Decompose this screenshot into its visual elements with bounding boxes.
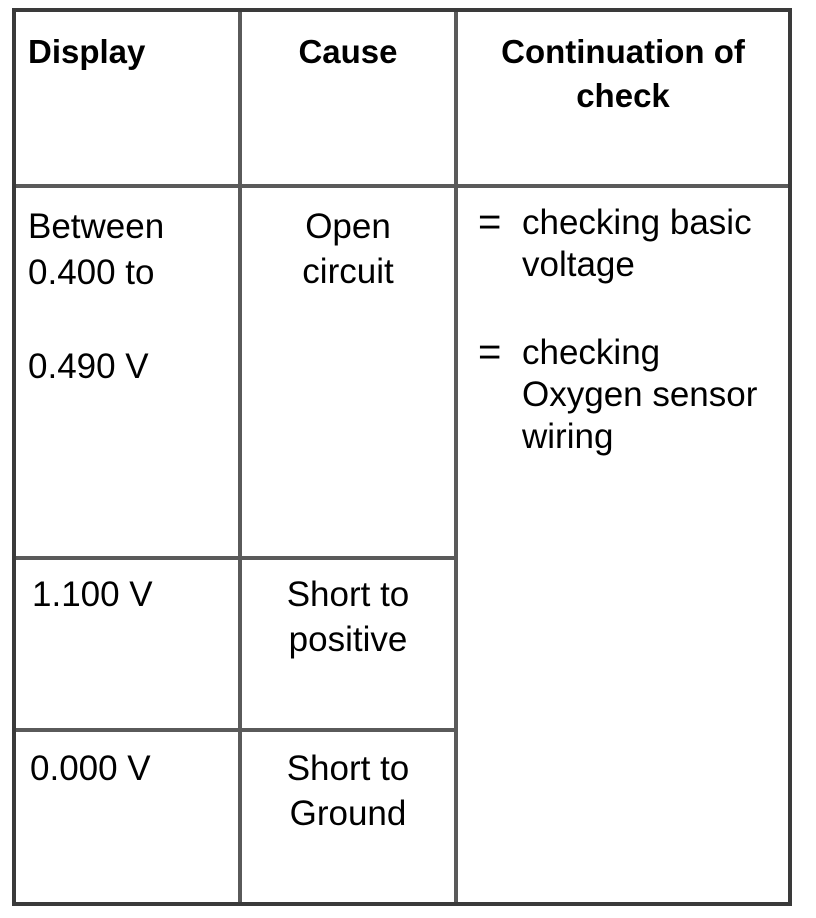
row1-display-line2: 0.400 to <box>28 253 155 292</box>
header-display: Display <box>28 33 146 70</box>
row3-display: 0.000 V <box>30 749 151 788</box>
row1-display-line1: Between <box>28 207 165 246</box>
row-divider-2 <box>16 728 458 732</box>
equals-mark: = <box>478 330 502 374</box>
row3-cause: Short to Ground <box>286 749 410 833</box>
header-cause: Cause <box>298 33 398 70</box>
continuation-item-2-text: checking Oxygen sensor wiring <box>522 333 758 456</box>
continuation-item-1-text: checking basic voltage <box>522 203 752 284</box>
row1-cause: Open circuit <box>302 207 394 291</box>
row-divider-1 <box>16 556 458 560</box>
continuation-item-2 <box>478 332 798 462</box>
column-divider-2 <box>454 12 458 902</box>
row1-display-line3: 0.490 V <box>28 347 149 386</box>
row2-cause: Short to positive <box>286 575 410 659</box>
header-divider <box>16 184 788 188</box>
diagnostic-table <box>12 8 792 906</box>
header-continuation: Continuation of check <box>501 33 745 114</box>
equals-mark: = <box>478 200 502 244</box>
continuation-item-1 <box>478 202 798 292</box>
row2-display: 1.100 V <box>32 575 153 614</box>
